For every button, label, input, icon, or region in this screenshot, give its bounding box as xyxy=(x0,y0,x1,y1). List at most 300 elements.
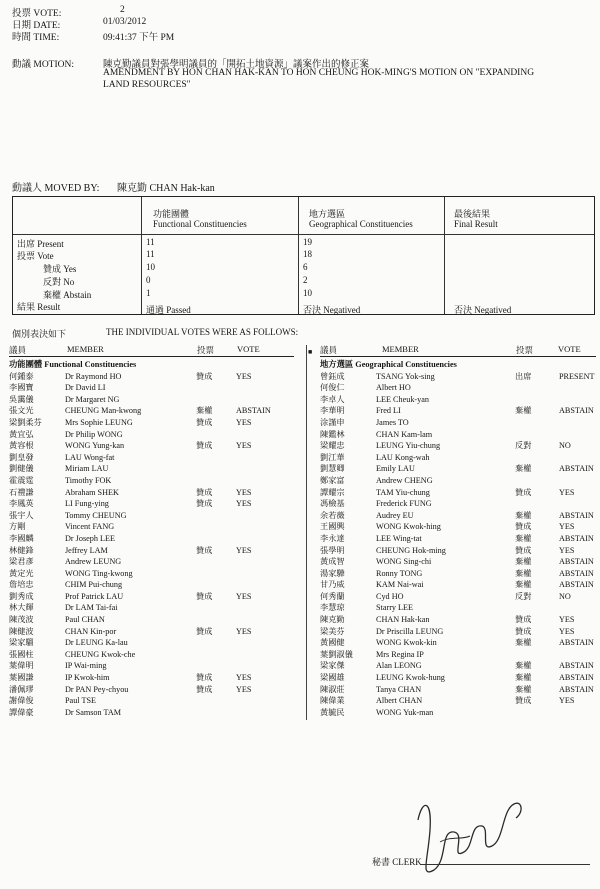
member-name-zh: 吳靄儀 xyxy=(9,394,34,404)
column-header-rule xyxy=(9,356,294,357)
member-row xyxy=(9,626,294,638)
member-name-zh: 梁劉柔芬 xyxy=(9,417,42,427)
column-header-rule xyxy=(320,356,596,357)
member-name-en: CHAN Hak-kan xyxy=(376,615,430,625)
member-name-en: WONG Yung-kan xyxy=(65,441,125,451)
member-name-en: Albert HO xyxy=(376,383,411,393)
member-row xyxy=(320,475,596,487)
member-name-en: Alan LEONG xyxy=(376,661,422,671)
row-label-vote: 投票 Vote xyxy=(17,251,54,261)
member-row xyxy=(9,498,294,510)
gc-vote: 18 xyxy=(303,249,312,259)
member-name-zh: 葉國謙 xyxy=(9,673,34,683)
individual-votes-label-zh: 個別表決如下 xyxy=(12,329,67,339)
vote-en: YES xyxy=(559,522,575,532)
vote-en: NO xyxy=(559,441,571,451)
member-name-en: Tanya CHAN xyxy=(376,684,422,694)
gc-header-zh: 地方選區 xyxy=(309,209,346,219)
fc-column-header xyxy=(9,344,294,356)
member-row xyxy=(9,533,294,545)
gc-no: 2 xyxy=(303,275,308,285)
final-header-zh: 最後結果 xyxy=(454,209,491,219)
member-name-en: Vincent FANG xyxy=(65,522,115,532)
member-name-en: Dr PAN Pey-chyou xyxy=(65,684,129,694)
member-name-en: IP Kwok-him xyxy=(65,673,110,683)
member-row xyxy=(9,463,294,475)
member-row xyxy=(320,672,596,684)
vote-zh: 贊成 xyxy=(196,626,213,636)
member-name-zh: 陳淑莊 xyxy=(320,684,345,694)
vote-en: ABSTAIN xyxy=(559,557,594,567)
member-name-en: Paul CHAN xyxy=(65,615,105,625)
vote-zh: 棄權 xyxy=(196,406,213,416)
vote-zh: 棄權 xyxy=(515,580,532,590)
fc-section-title: 功能團體 Functional Constituencies xyxy=(9,360,137,369)
gc-column-header xyxy=(320,344,596,356)
vote-zh: 贊成 xyxy=(515,615,532,625)
vote-zh: 棄權 xyxy=(515,406,532,416)
vote-en: ABSTAIN xyxy=(559,464,594,474)
member-name-zh: 黃容根 xyxy=(9,441,34,451)
member-name-zh: 余若薇 xyxy=(320,510,345,520)
member-name-zh: 張國柱 xyxy=(9,649,34,659)
member-name-zh: 石禮謙 xyxy=(9,487,34,497)
member-name-en: Mrs Sophie LEUNG xyxy=(65,417,133,427)
vote-en: ABSTAIN xyxy=(559,661,594,671)
fc-vote-list xyxy=(9,344,294,718)
member-row xyxy=(320,382,596,394)
vote-zh: 贊成 xyxy=(196,684,213,694)
member-name-en: Paul TSE xyxy=(65,696,97,706)
gc-present: 19 xyxy=(303,237,312,247)
member-name-zh: 何秀蘭 xyxy=(320,591,345,601)
member-row xyxy=(320,556,596,568)
member-name-en: IP Wai-ming xyxy=(65,661,107,671)
member-name-en: James TO xyxy=(376,417,409,427)
member-name-en: Starry LEE xyxy=(376,603,414,613)
vote-en: PRESENT xyxy=(559,371,595,381)
member-row xyxy=(9,568,294,580)
vote-en: YES xyxy=(236,371,252,381)
member-row xyxy=(9,614,294,626)
member-name-en: Mrs Regina IP xyxy=(376,649,424,659)
fc-present: 11 xyxy=(146,237,155,247)
member-name-zh: 方剛 xyxy=(9,522,26,532)
member-name-zh: 謝偉俊 xyxy=(9,696,34,706)
member-row xyxy=(320,429,596,441)
member-name-en: Miriam LAU xyxy=(65,464,109,474)
member-name-en: Jeffrey LAM xyxy=(65,545,108,555)
member-name-en: Tommy CHEUNG xyxy=(65,510,127,520)
date-label: 日期 DATE: xyxy=(12,21,61,31)
member-name-zh: 譚耀宗 xyxy=(320,487,345,497)
col-vote-en: VOTE xyxy=(237,344,260,354)
row-label-result: 結果 Result xyxy=(17,302,61,312)
member-name-zh: 張宇人 xyxy=(9,510,34,520)
vote-en: ABSTAIN xyxy=(559,533,594,543)
gc-result: 否決 Negatived xyxy=(303,305,361,315)
member-name-en: Frederick FUNG xyxy=(376,499,432,509)
member-name-en: LEUNG Yiu-chung xyxy=(376,441,441,451)
member-name-zh: 曾鈺成 xyxy=(320,371,345,381)
member-name-zh: 劉慧卿 xyxy=(320,464,345,474)
row-marker: ■ xyxy=(308,348,313,356)
vote-en: ABSTAIN xyxy=(559,568,594,578)
vote-en: YES xyxy=(236,545,252,555)
vote-zh: 反對 xyxy=(515,441,532,451)
member-row xyxy=(320,417,596,429)
member-name-zh: 甘乃威 xyxy=(320,580,345,590)
member-name-zh: 李慧琼 xyxy=(320,603,345,613)
vote-label: 投票 VOTE: xyxy=(12,9,62,19)
fc-vote: 11 xyxy=(146,249,155,259)
table-divider xyxy=(444,197,445,314)
vote-zh: 贊成 xyxy=(515,487,532,497)
member-name-en: Emily LAU xyxy=(376,464,415,474)
member-row xyxy=(320,394,596,406)
vote-zh: 棄權 xyxy=(515,510,532,520)
member-name-zh: 梁家傑 xyxy=(320,661,345,671)
vote-en: YES xyxy=(236,487,252,497)
member-name-zh: 張學明 xyxy=(320,545,345,555)
member-row xyxy=(320,637,596,649)
vote-en: ABSTAIN xyxy=(559,510,594,520)
motion-title-zh: 陳克勤議員對張學明議員的「開拓土地資源」議案作出的修正案 xyxy=(103,60,370,70)
vote-zh: 贊成 xyxy=(515,696,532,706)
member-name-en: LEE Cheuk-yan xyxy=(376,394,429,404)
vote-zh: 棄權 xyxy=(515,568,532,578)
member-row xyxy=(320,510,596,522)
gc-header-en: Geographical Constituencies xyxy=(309,219,413,229)
time-value: 09:41:37 下午 PM xyxy=(103,33,175,43)
vote-zh: 棄權 xyxy=(515,638,532,648)
fc-abstain: 1 xyxy=(146,288,151,298)
row-label-present: 出席 Present xyxy=(17,239,64,249)
member-row xyxy=(320,533,596,545)
member-row xyxy=(9,521,294,533)
member-name-zh: 梁耀忠 xyxy=(320,441,345,451)
clerk-label: 秘書 CLERK xyxy=(372,857,422,867)
member-row xyxy=(9,684,294,696)
gc-yes: 6 xyxy=(303,262,308,272)
vote-en: YES xyxy=(559,545,575,555)
vote-zh: 贊成 xyxy=(515,522,532,532)
vote-zh: 贊成 xyxy=(196,591,213,601)
member-row xyxy=(9,695,294,707)
vote-en: YES xyxy=(236,673,252,683)
member-row xyxy=(320,591,596,603)
vote-en: YES xyxy=(236,591,252,601)
vote-zh: 贊成 xyxy=(196,441,213,451)
member-name-zh: 葉偉明 xyxy=(9,661,34,671)
member-name-zh: 陳偉業 xyxy=(320,696,345,706)
member-row xyxy=(320,579,596,591)
vote-en: ABSTAIN xyxy=(236,406,271,416)
vote-zh: 贊成 xyxy=(196,673,213,683)
moved-by-label: 動議人 MOVED BY: xyxy=(12,183,100,194)
member-name-en: Dr LEUNG Ka-lau xyxy=(65,638,128,648)
member-row xyxy=(320,602,596,614)
table-divider xyxy=(298,197,299,314)
vote-en: ABSTAIN xyxy=(559,580,594,590)
clerk-signature-line xyxy=(420,864,590,865)
fc-no: 0 xyxy=(146,275,151,285)
member-name-en: Dr LAM Tai-fai xyxy=(65,603,118,613)
member-name-en: CHEUNG Man-kwong xyxy=(65,406,142,416)
member-name-zh: 黃國健 xyxy=(320,638,345,648)
clerk-signature xyxy=(410,790,540,885)
fc-result: 通過 Passed xyxy=(146,305,191,315)
row-label-no: 反對 No xyxy=(43,277,75,287)
vote-en: NO xyxy=(559,591,571,601)
time-label: 時間 TIME: xyxy=(12,33,60,43)
member-name-zh: 涂謹申 xyxy=(320,417,345,427)
member-name-en: CHEUNG Hok-ming xyxy=(376,545,446,555)
member-name-en: Dr David LI xyxy=(65,383,106,393)
column-divider xyxy=(306,345,307,720)
member-row xyxy=(9,394,294,406)
member-name-zh: 葉劉淑儀 xyxy=(320,649,353,659)
member-name-en: Albert CHAN xyxy=(376,696,423,706)
table-divider xyxy=(141,197,142,314)
col-vote-zh: 投票 xyxy=(516,345,534,355)
gc-section-title: 地方選區 Geographical Constituencies xyxy=(320,360,457,369)
vote-zh: 出席 xyxy=(515,371,532,381)
vote-en: ABSTAIN xyxy=(559,684,594,694)
member-name-zh: 潘佩璆 xyxy=(9,684,34,694)
vote-en: ABSTAIN xyxy=(559,673,594,683)
member-row xyxy=(9,591,294,603)
member-row xyxy=(9,452,294,464)
vote-zh: 贊成 xyxy=(196,487,213,497)
member-row xyxy=(9,602,294,614)
vote-en: ABSTAIN xyxy=(559,638,594,648)
vote-en: YES xyxy=(236,499,252,509)
col-vote-en: VOTE xyxy=(558,344,581,354)
member-row xyxy=(320,649,596,661)
fc-header-zh: 功能團體 xyxy=(153,209,190,219)
member-row xyxy=(320,521,596,533)
member-name-en: WONG Yuk-man xyxy=(376,707,434,717)
member-row xyxy=(9,440,294,452)
member-row xyxy=(320,463,596,475)
member-row xyxy=(320,545,596,557)
member-name-zh: 林大輝 xyxy=(9,603,34,613)
member-row xyxy=(320,405,596,417)
member-row xyxy=(9,417,294,429)
member-row xyxy=(320,440,596,452)
member-row xyxy=(9,405,294,417)
member-name-zh: 劉秀成 xyxy=(9,591,34,601)
member-name-zh: 譚偉豪 xyxy=(9,707,34,717)
member-row xyxy=(9,475,294,487)
member-row xyxy=(320,695,596,707)
member-name-en: TAM Yiu-chung xyxy=(376,487,430,497)
member-name-zh: 何俊仁 xyxy=(320,383,345,393)
member-name-en: CHAN Kam-lam xyxy=(376,429,433,439)
member-name-zh: 劉皇發 xyxy=(9,452,34,462)
member-row xyxy=(9,371,294,383)
member-name-zh: 陳茂波 xyxy=(9,615,34,625)
vote-zh: 贊成 xyxy=(196,499,213,509)
member-name-en: Abraham SHEK xyxy=(65,487,119,497)
member-name-en: Dr Samson TAM xyxy=(65,707,122,717)
gc-vote-list xyxy=(320,344,596,718)
member-name-en: WONG Sing-chi xyxy=(376,557,432,567)
vote-zh: 棄權 xyxy=(515,533,532,543)
member-row xyxy=(9,660,294,672)
member-name-zh: 梁美芬 xyxy=(320,626,345,636)
member-row xyxy=(9,487,294,499)
member-name-en: CHIM Pui-chung xyxy=(65,580,123,590)
member-row xyxy=(9,556,294,568)
final-result: 否決 Negatived xyxy=(454,305,512,315)
member-row xyxy=(9,545,294,557)
col-member-en: MEMBER xyxy=(67,344,104,354)
member-name-zh: 陳克勤 xyxy=(320,615,345,625)
member-row xyxy=(320,614,596,626)
member-name-zh: 李國寶 xyxy=(9,383,34,393)
table-header-rule xyxy=(13,234,594,235)
member-row xyxy=(320,487,596,499)
col-member-zh: 議員 xyxy=(320,345,338,355)
member-name-zh: 李鳳英 xyxy=(9,499,34,509)
vote-en: YES xyxy=(236,441,252,451)
vote-en: YES xyxy=(236,626,252,636)
member-name-zh: 陳鑑林 xyxy=(320,429,345,439)
vote-en: YES xyxy=(236,417,252,427)
member-row xyxy=(320,660,596,672)
vote-zh: 贊成 xyxy=(196,545,213,555)
member-name-zh: 劉江華 xyxy=(320,452,345,462)
member-name-zh: 王國興 xyxy=(320,522,345,532)
member-name-en: Ronny TONG xyxy=(376,568,423,578)
member-name-en: Andrew LEUNG xyxy=(65,557,122,567)
member-name-en: LAU Kong-wah xyxy=(376,452,430,462)
member-row xyxy=(9,707,294,719)
vote-zh: 贊成 xyxy=(515,545,532,555)
member-row xyxy=(320,684,596,696)
vote-zh: 棄權 xyxy=(515,673,532,683)
member-row xyxy=(320,498,596,510)
vote-en: YES xyxy=(559,487,575,497)
member-row xyxy=(320,626,596,638)
vote-zh: 反對 xyxy=(515,591,532,601)
member-row xyxy=(9,382,294,394)
member-name-zh: 何鍾泰 xyxy=(9,371,34,381)
vote-number: 2 xyxy=(120,5,125,15)
member-name-en: LI Fung-ying xyxy=(65,499,109,509)
member-name-en: KAM Nai-wai xyxy=(376,580,424,590)
member-name-en: Cyd HO xyxy=(376,591,404,601)
vote-zh: 贊成 xyxy=(196,417,213,427)
member-row xyxy=(9,510,294,522)
col-member-zh: 議員 xyxy=(9,345,27,355)
member-name-zh: 張文光 xyxy=(9,406,34,416)
member-name-en: LEUNG Kwok-hung xyxy=(376,673,445,683)
member-row xyxy=(320,371,596,383)
vote-zh: 棄權 xyxy=(515,557,532,567)
member-name-zh: 劉健儀 xyxy=(9,464,34,474)
final-header-en: Final Result xyxy=(454,219,498,229)
member-row xyxy=(9,579,294,591)
fc-header-en: Functional Constituencies xyxy=(153,219,247,229)
col-member-en: MEMBER xyxy=(382,344,419,354)
member-name-en: TSANG Yok-sing xyxy=(376,371,435,381)
fc-yes: 10 xyxy=(146,262,155,272)
member-name-zh: 梁國雄 xyxy=(320,673,345,683)
motion-title-en-line2: LAND RESOURCES" xyxy=(103,80,191,90)
vote-summary-table xyxy=(12,196,595,315)
member-name-en: Dr Philip WONG xyxy=(65,429,123,439)
vote-zh: 棄權 xyxy=(515,684,532,694)
vote-en: YES xyxy=(559,696,575,706)
member-name-en: Dr Margaret NG xyxy=(65,394,120,404)
member-name-zh: 黃定光 xyxy=(9,568,34,578)
member-name-en: WONG Kwok-hing xyxy=(376,522,441,532)
vote-zh: 贊成 xyxy=(515,626,532,636)
member-name-en: Dr Raymond HO xyxy=(65,371,122,381)
member-name-zh: 黃宜弘 xyxy=(9,429,34,439)
member-row xyxy=(320,452,596,464)
member-row xyxy=(9,637,294,649)
member-name-en: Dr Joseph LEE xyxy=(65,533,116,543)
moved-by-name: 陳克勤 CHAN Hak-kan xyxy=(117,183,215,194)
member-name-zh: 林健鋒 xyxy=(9,545,34,555)
member-name-zh: 馮檢基 xyxy=(320,499,345,509)
row-label-yes: 贊成 Yes xyxy=(43,264,77,274)
member-row xyxy=(9,649,294,661)
vote-en: YES xyxy=(559,615,575,625)
col-vote-zh: 投票 xyxy=(197,345,215,355)
member-row xyxy=(9,429,294,441)
member-name-en: Fred LI xyxy=(376,406,401,416)
vote-zh: 贊成 xyxy=(196,371,213,381)
member-name-zh: 鄭家富 xyxy=(320,475,345,485)
member-name-en: CHAN Kin-por xyxy=(65,626,117,636)
motion-title-en-line1: AMENDMENT BY HON CHAN HAK-KAN TO HON CHEUNG HOK-MING'S MOTION ON "EXPANDING xyxy=(103,68,535,78)
member-name-zh: 李卓人 xyxy=(320,394,345,404)
vote-en: YES xyxy=(236,684,252,694)
member-name-en: WONG Kwok-kin xyxy=(376,638,437,648)
member-name-zh: 梁君彥 xyxy=(9,557,34,567)
individual-votes-label-en: THE INDIVIDUAL VOTES WERE AS FOLLOWS: xyxy=(106,327,299,337)
vote-en: YES xyxy=(559,626,575,636)
member-name-zh: 李國麟 xyxy=(9,533,34,543)
vote-en: ABSTAIN xyxy=(559,406,594,416)
gc-abstain: 10 xyxy=(303,288,312,298)
vote-zh: 棄權 xyxy=(515,661,532,671)
member-name-en: Dr Priscilla LEUNG xyxy=(376,626,444,636)
member-name-zh: 梁家騮 xyxy=(9,638,34,648)
member-name-zh: 李華明 xyxy=(320,406,345,416)
fc-rows xyxy=(9,371,294,719)
member-name-zh: 李永達 xyxy=(320,533,345,543)
member-name-en: Timothy FOK xyxy=(65,475,112,485)
member-name-en: CHEUNG Kwok-che xyxy=(65,649,136,659)
gc-rows xyxy=(320,371,596,719)
member-name-zh: 湯家驊 xyxy=(320,568,345,578)
member-name-zh: 詹培忠 xyxy=(9,580,34,590)
member-name-en: LEE Wing-tat xyxy=(376,533,422,543)
member-row xyxy=(320,707,596,719)
member-name-en: WONG Ting-kwong xyxy=(65,568,133,578)
member-name-zh: 霍震霆 xyxy=(9,475,34,485)
row-label-abstain: 棄權 Abstain xyxy=(43,290,92,300)
member-name-zh: 陳健波 xyxy=(9,626,34,636)
member-name-en: LAU Wong-fat xyxy=(65,452,115,462)
member-name-zh: 黃成智 xyxy=(320,557,345,567)
